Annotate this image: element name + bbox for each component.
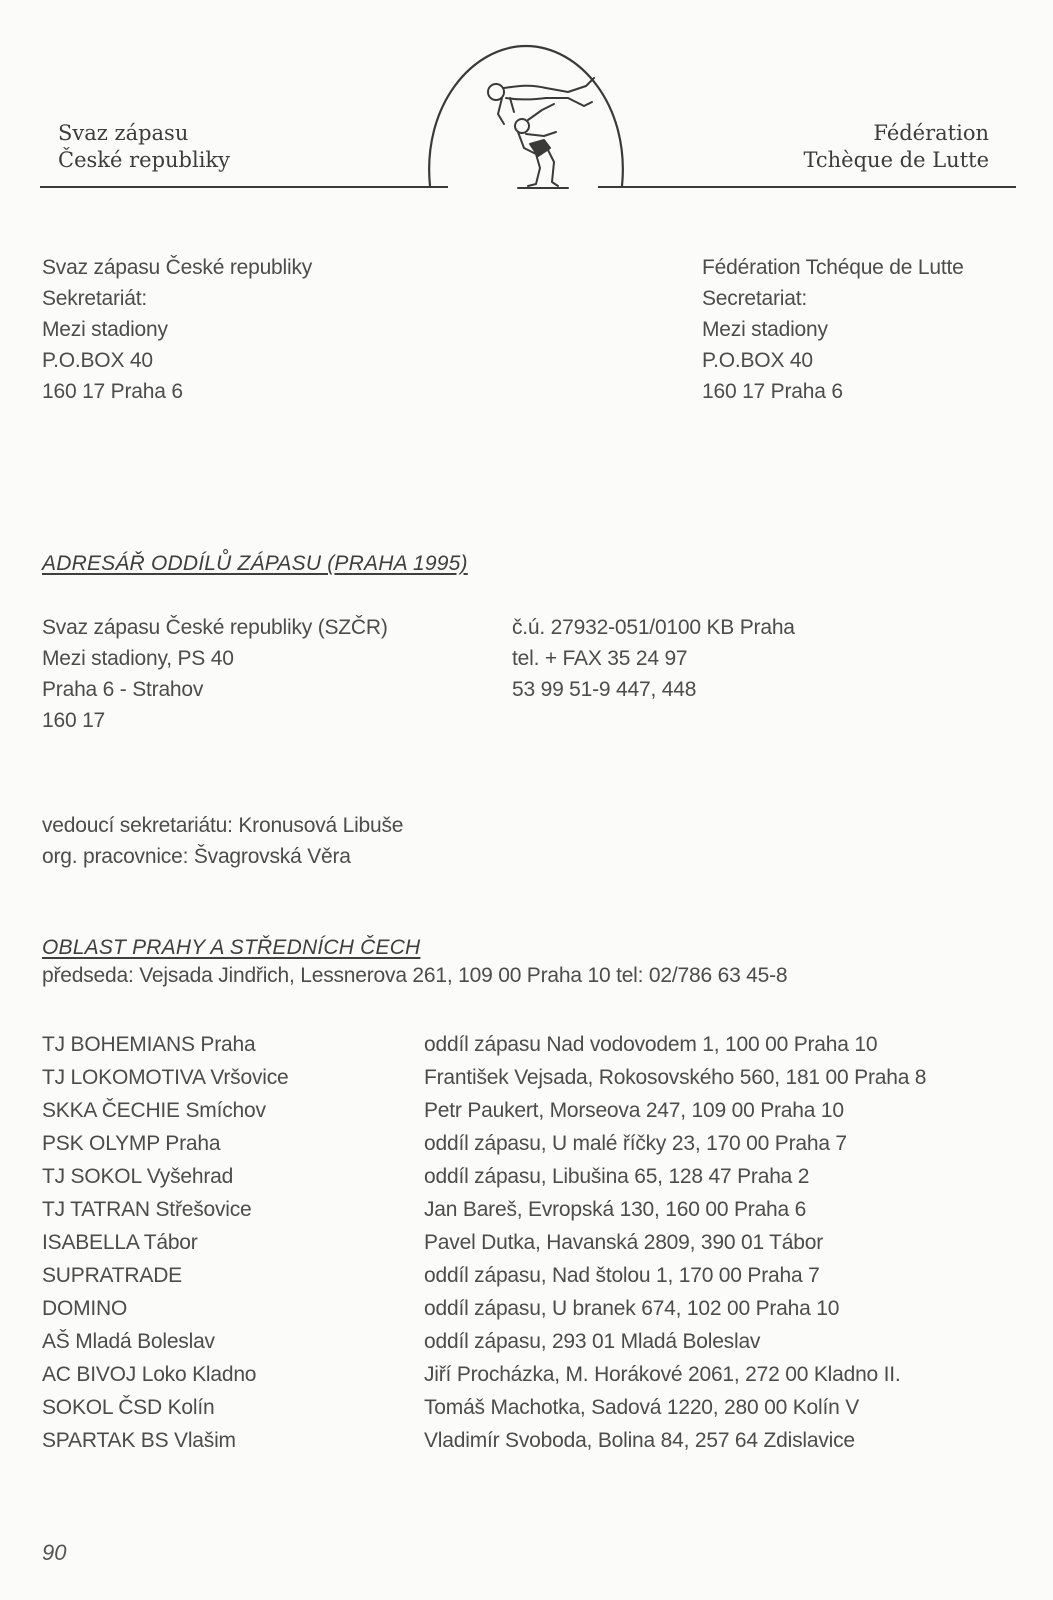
- club-address: oddíl zápasu, 293 01 Mladá Boleslav: [424, 1330, 761, 1353]
- address-czech-line: Mezi stadiony: [42, 318, 168, 341]
- szcr-contact-line: 53 99 51-9 447, 448: [512, 678, 697, 701]
- address-french-line: Secretariat:: [702, 287, 807, 310]
- club-row: [42, 1127, 926, 1160]
- szcr-address-line: Svaz zápasu České republiky (SZČR): [42, 616, 388, 639]
- club-row: [42, 1325, 926, 1358]
- chairman-line: předseda: Vejsada Jindřich, Lessnerova 261, 109 00 Praha 10 tel: 02/786 63 45-8: [42, 964, 788, 987]
- club-name: SKKA ČECHIE Smíchov: [42, 1099, 266, 1122]
- staff-line: vedoucí sekretariátu: Kronusová Libuše: [42, 814, 404, 837]
- club-name: SOKOL ČSD Kolín: [42, 1396, 215, 1419]
- szcr-address-line: 160 17: [42, 709, 106, 732]
- address-czech: [42, 252, 312, 407]
- club-address: Petr Paukert, Morseova 247, 109 00 Praha 10: [424, 1099, 844, 1122]
- letterhead-left-line1: Svaz zápasu: [58, 121, 189, 145]
- letterhead-right-line1: Fédération: [873, 121, 989, 145]
- club-address: František Vejsada, Rokosovského 560, 181 00 Praha 8: [424, 1066, 927, 1089]
- section-title-region: OBLAST PRAHY A STŘEDNÍCH ČECH: [42, 936, 421, 959]
- club-address: Vladimír Svoboda, Bolina 84, 257 64 Zdislavice: [424, 1429, 855, 1452]
- club-row: [42, 1193, 926, 1226]
- club-row: [42, 1259, 926, 1292]
- club-address: Jan Bareš, Evropská 130, 160 00 Praha 6: [424, 1198, 807, 1221]
- club-address: oddíl zápasu Nad vodovodem 1, 100 00 Praha 10: [424, 1033, 878, 1056]
- club-name: TJ SOKOL Vyšehrad: [42, 1165, 234, 1188]
- letterhead-left: [58, 120, 230, 174]
- address-french-line: P.O.BOX 40: [702, 349, 813, 372]
- club-name: TJ BOHEMIANS Praha: [42, 1033, 256, 1056]
- club-name: SUPRATRADE: [42, 1264, 182, 1287]
- club-name: SPARTAK BS Vlašim: [42, 1429, 236, 1452]
- club-address: oddíl zápasu, Libušina 65, 128 47 Praha 2: [424, 1165, 810, 1188]
- page-number: 90: [42, 1540, 67, 1565]
- club-name: PSK OLYMP Praha: [42, 1132, 221, 1155]
- club-list: [42, 1028, 926, 1457]
- staff-line: org. pracovnice: Švagrovská Věra: [42, 845, 351, 868]
- club-row: [42, 1292, 926, 1325]
- wrestlers-logo: [418, 36, 634, 196]
- address-french: [702, 252, 964, 407]
- club-address: Tomáš Machotka, Sadová 1220, 280 00 Kolín V: [424, 1396, 860, 1419]
- club-row: [42, 1160, 926, 1193]
- szcr-address-line: Mezi stadiony, PS 40: [42, 647, 234, 670]
- address-french-line: Mezi stadiony: [702, 318, 828, 341]
- club-name: TJ LOKOMOTIVA Vršovice: [42, 1066, 289, 1089]
- szcr-address-line: Praha 6 - Strahov: [42, 678, 204, 701]
- club-row: [42, 1424, 926, 1457]
- club-address: oddíl zápasu, Nad štolou 1, 170 00 Praha 7: [424, 1264, 820, 1287]
- szcr-contact-line: tel. + FAX 35 24 97: [512, 647, 688, 670]
- club-row: [42, 1061, 926, 1094]
- letterhead-right-line2: Tchèque de Lutte: [803, 148, 989, 172]
- letterhead-left-line2: České republiky: [58, 148, 230, 172]
- club-name: TJ TATRAN Střešovice: [42, 1198, 252, 1221]
- club-address: Pavel Dutka, Havanská 2809, 390 01 Tábor: [424, 1231, 824, 1254]
- club-name: AC BIVOJ Loko Kladno: [42, 1363, 257, 1386]
- letterhead-right: [804, 120, 989, 174]
- address-czech-line: P.O.BOX 40: [42, 349, 153, 372]
- address-czech-line: Sekretariát:: [42, 287, 147, 310]
- address-czech-line: 160 17 Praha 6: [42, 380, 183, 403]
- szcr-address: [42, 612, 388, 736]
- section-title-directory: ADRESÁŘ ODDÍLŮ ZÁPASU (PRAHA 1995): [42, 552, 468, 575]
- szcr-contact-line: č.ú. 27932-051/0100 KB Praha: [512, 616, 795, 639]
- club-address: Jiří Procházka, M. Horákové 2061, 272 00 Kladno II.: [424, 1363, 901, 1386]
- secretariat-staff: [42, 810, 403, 872]
- letterhead-rule-left: [40, 186, 448, 188]
- club-address: oddíl zápasu, U branek 674, 102 00 Praha 10: [424, 1297, 840, 1320]
- club-row: [42, 1358, 926, 1391]
- club-row: [42, 1094, 926, 1127]
- address-french-line: Fédération Tchéque de Lutte: [702, 256, 964, 279]
- szcr-contact: [512, 612, 795, 705]
- club-name: ISABELLA Tábor: [42, 1231, 198, 1254]
- club-row: [42, 1391, 926, 1424]
- letterhead-rule-right: [598, 186, 1016, 188]
- club-name: DOMINO: [42, 1297, 128, 1320]
- address-czech-line: Svaz zápasu České republiky: [42, 256, 313, 279]
- club-address: oddíl zápasu, U malé říčky 23, 170 00 Praha 7: [424, 1132, 847, 1155]
- club-name: AŠ Mladá Boleslav: [42, 1330, 215, 1353]
- club-row: [42, 1028, 926, 1061]
- address-french-line: 160 17 Praha 6: [702, 380, 843, 403]
- club-row: [42, 1226, 926, 1259]
